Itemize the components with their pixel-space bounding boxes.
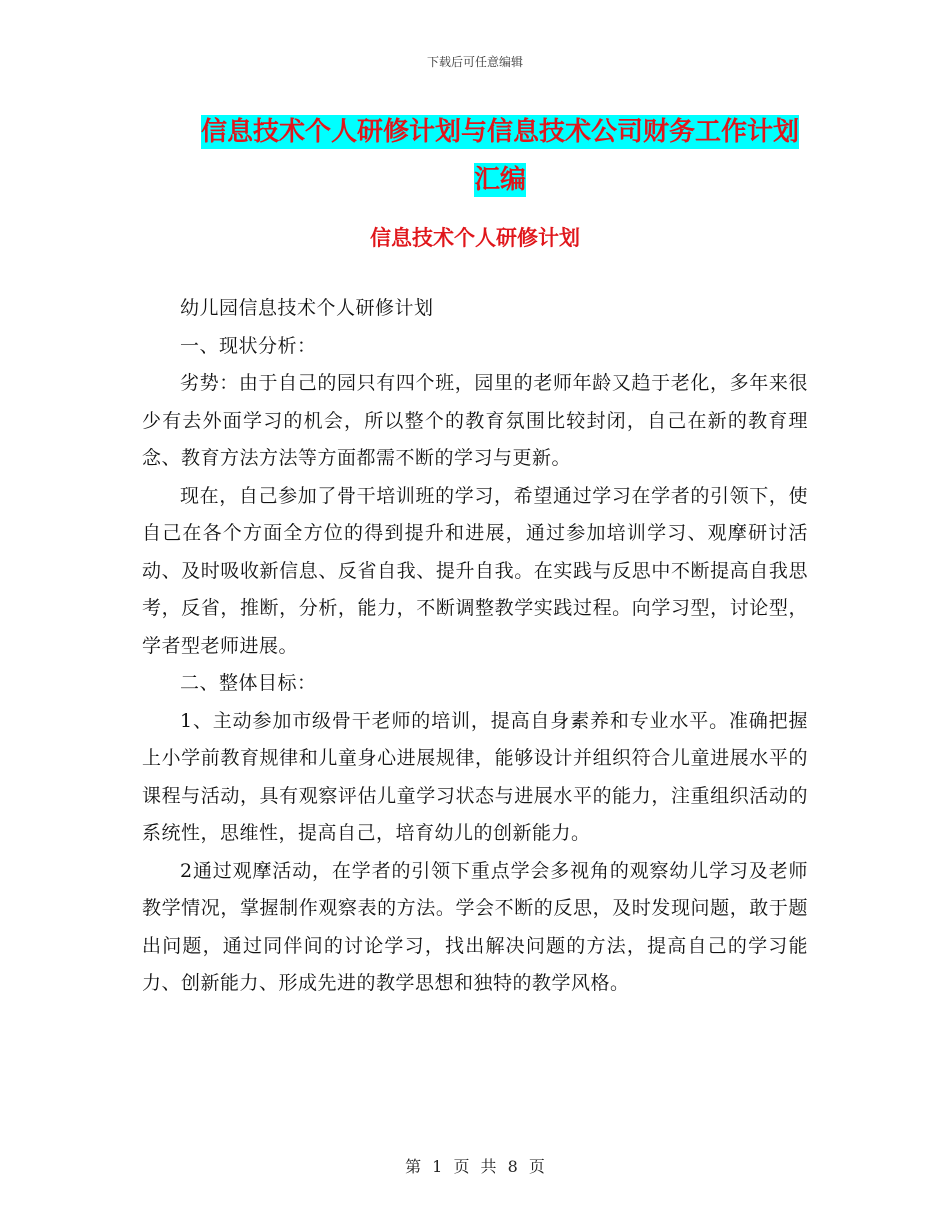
paragraph: 2通过观摩活动，在学者的引领下重点学会多视角的观察幼儿学习及老师教学情况，掌握制作观察表的方法。学会不断的反思，及时发现问题，敢于题出问题，通过同伴间的讨论学习，找出解决问题的方法，提高自己的学习能力、创新能力、形成先进的教学思想和独特的教学风格。 (142, 859, 808, 994)
paragraph: 二、整体目标： (180, 672, 317, 694)
header-note: 下载后可任意编辑 (426, 55, 523, 69)
page-number-footer: 第 1 页 共 8 页 (405, 1157, 545, 1176)
document-title-line-1: 信息技术个人研修计划与信息技术公司财务工作计划 (200, 117, 799, 147)
paragraph: 1、主动参加市级骨干老师的培训，提高自身素养和专业水平。准确把握上小学前教育规律和儿童身心进展规律，能够设计并组织符合儿童进展水平的课程与活动，具有观察评估儿童学习状态与进展水平的能力，注重组织活动的系统性，思维性，提高自己，培育幼儿的创新能力。 (142, 709, 808, 844)
paragraph: 现在，自己参加了骨干培训班的学习，希望通过学习在学者的引领下，使自己在各个方面全方位的得到提升和进展，通过参加培训学习、观摩研讨活动、及时吸收新信息、反省自我、提升自我。在实践与反思中不断提高自我思考，反省，推断，分析，能力，不断调整教学实践过程。向学习型，讨论型，学者型老师进展。 (142, 484, 808, 657)
document-title (190, 108, 810, 204)
document-title-line-2: 汇编 (473, 165, 526, 195)
paragraph: 幼儿园信息技术个人研修计划 (180, 297, 434, 319)
paragraph: 劣势：由于自己的园只有四个班，园里的老师年龄又趋于老化，多年来很少有去外面学习的机会，所以整个的教育氛围比较封闭，自己在新的教育理念、教育方法方法等方面都需不断的学习与更新。 (142, 372, 808, 469)
body-text (142, 290, 808, 1003)
paragraph: 一、现状分析： (180, 334, 317, 357)
section-title: 信息技术个人研修计划 (370, 226, 580, 250)
